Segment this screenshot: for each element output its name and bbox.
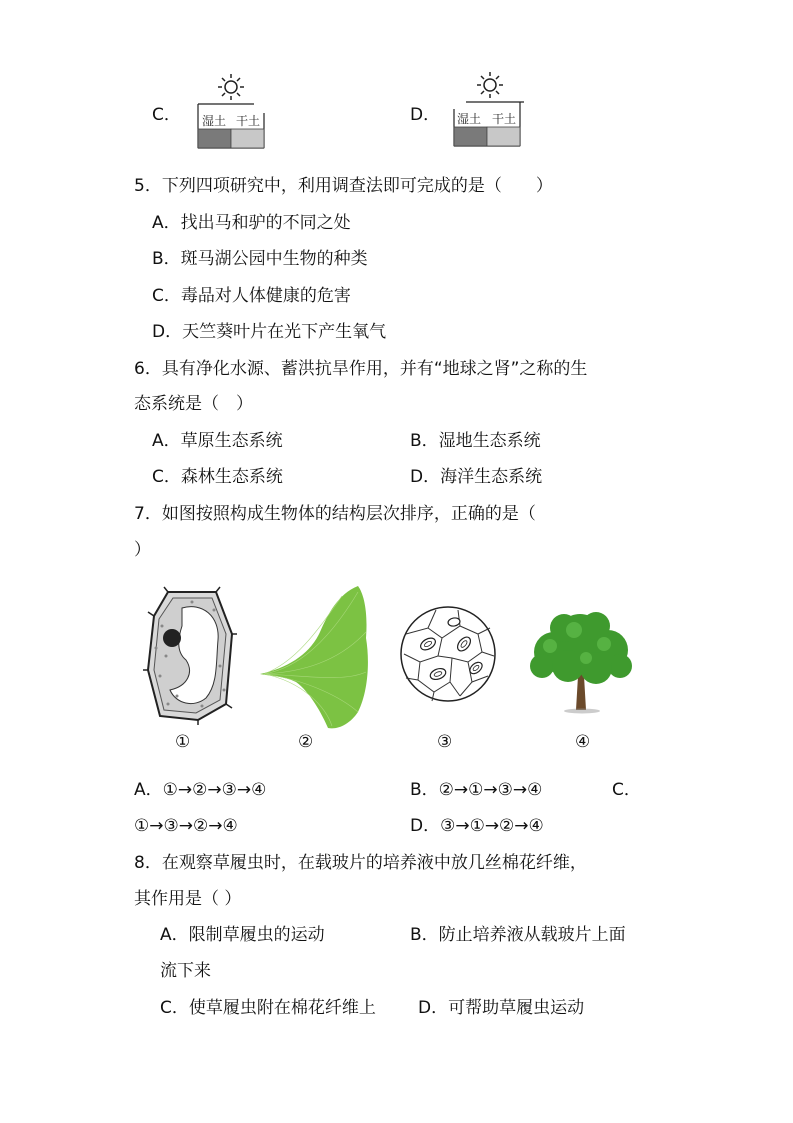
q5-stem: 5．下列四项研究中，利用调查法即可完成的是（ ） [134,176,553,196]
q7-stem-line2: ） [134,540,151,560]
q8-stem-line2: 其作用是（ ） [134,889,242,909]
q6-option-d: D．海洋生态系统 [410,467,543,487]
q5-option-d: D．天竺葵叶片在光下产生氧气 [152,322,387,342]
wet-soil-label-c: 湿土 [202,114,227,128]
q6-option-b: B．湿地生态系统 [410,431,541,451]
q8-option-b: B．防止培养液从载玻片上面 [410,925,626,945]
soil-box-c [194,103,268,149]
figure-label-1: ① [175,732,191,752]
q6-option-c: C．森林生态系统 [152,467,283,487]
q6-stem-line2: 态系统是（ ） [134,394,253,414]
figure-label-3: ③ [437,732,453,752]
soil-box-d [450,101,528,147]
tissue-micrograph-image [398,604,498,704]
ginkgo-leaf-image [258,582,372,732]
sun-icon [216,72,246,102]
q7-option-c-letter: C． [612,780,641,800]
q6-stem-line1: 6．具有净化水源、蓄洪抗旱作用，并有“地球之肾”之称的生 [134,359,588,379]
q6-option-a: A．草原生态系统 [152,431,283,451]
q7-stem-line1: 7．如图按照构成生物体的结构层次排序，正确的是（ [134,504,536,524]
q5-option-c: C．毒品对人体健康的危害 [152,286,351,306]
q4-option-c-letter: C． [152,105,181,125]
q8-option-d: D．可帮助草履虫运动 [418,998,585,1018]
figure-label-2: ② [298,732,314,752]
figure-label-4: ④ [575,732,591,752]
q7-option-a: A．①→②→③→④ [134,780,267,800]
q4-option-d-letter: D． [410,105,441,125]
wet-soil-label-d: 湿土 [457,112,482,126]
q8-option-b-continued: 流下来 [160,961,211,981]
dry-soil-label-c: 干土 [236,114,261,128]
q8-stem-line1: 8．在观察草履虫时，在载玻片的培养液中放几丝棉花纤维， [134,853,587,873]
sun-icon [475,70,505,100]
q5-option-a: A．找出马和驴的不同之处 [152,213,351,233]
tree-image [524,610,636,714]
q5-option-b: B．斑马湖公园中生物的种类 [152,249,368,269]
plant-cell-image [142,586,238,726]
q7-option-b: B．②→①→③→④ [410,780,543,800]
q7-option-d: D．③→①→②→④ [410,816,544,836]
q7-option-c: ①→③→②→④ [134,816,238,836]
dry-soil-label-d: 干土 [492,112,517,126]
q8-option-c: C．使草履虫附在棉花纤维上 [160,998,376,1018]
q8-option-a: A．限制草履虫的运动 [160,925,325,945]
